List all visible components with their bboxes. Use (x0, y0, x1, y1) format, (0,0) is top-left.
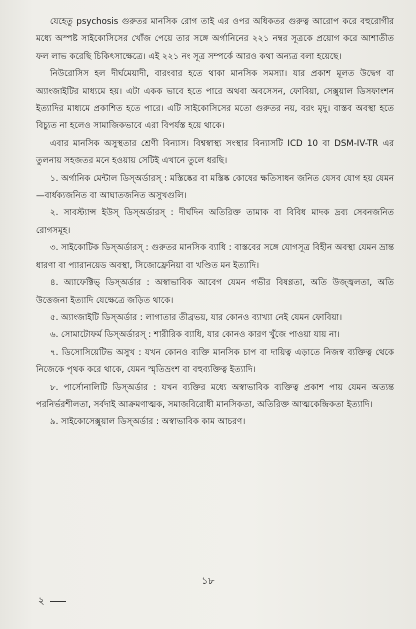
list-item-anxiety: ৫. অ্যাংজাইটি ডিস্অর্ডার : লাগাতার তীব্রভয়, যার কোনও ব্যাখ্যা নেই যেমন ফোবিয়া। (50, 312, 343, 323)
paragraph-classification-intro: এবার মানসিক অসুস্থতার শ্রেণী বিন্যাস। বিশ্বস্বাস্থ্য সংস্থার বিন্যাসটি ICD 10 বা DSM-IV-TR এর তুলনায় সহজতর মনে হওয়ায় সেটিই এখানে তুলে ধরছি। (36, 138, 394, 167)
body-text (36, 14, 394, 432)
paragraph-neurosis: নিউরোসিস হল দীর্ঘমেয়াদী, বারংবার হতে থাকা মানসিক সমস্যা। যার প্রকাশ মূলত উদ্বেগ বা অ্যাংজাইটির মাধ্যমে হয়। এটা একক ভাবে হতে পারে অথবা অবসেসন, ফোবিয়া, সেক্সুয়াল ডিসফাংশন ইত্যাদির মাধ্যমে প্রকাশিত হতে পারে। এটি সাইকোসিসের মতো গুরুতর নয়, বরং মৃদু। বাস্তব অবস্থা হতে বিচ্যুত না হলেও সামাজিকভাবে এরা বিপর্যস্ত হয়ে থাকে। (36, 69, 394, 132)
list-item-somatoform: ৬. সোমাটোফর্ম ডিস্অর্ডারস্ : শারীরিক ব্যাধি, যার কোনও কারণ খুঁজে পাওয়া যায় না। (50, 330, 340, 341)
list-item-affective: ৪. অ্যাফেক্টিভ্ ডিস্অর্ডার : অস্বাভাবিক আবেগ যেমন গভীর বিষণ্ণতা, অতি উজ্জ্বলতা, অতি উত্তেজনা ইত্যাদি যেক্ষেত্রে জড়িত থাকে। (36, 278, 394, 306)
paragraph-psychosis: যেহেতু psychosis গুরুতর মানসিক রোগ তাই এর ওপর অধিকতর গুরুত্ব আরোপ করে বহুরোগীর মধ্যে অস্পষ্ট সাইকোসিসের খোঁজ পেয়ে তার সঙ্গে অর্গানিনের ২২১ নম্বর সূত্রকে প্রয়োগ করে আশাতীত ফল লাভ করেছি চিকিৎসাক্ষেত্রে। এই ২২১ নং সূত্র সম্পর্কে আরও কথা অন্যত্র বলা হয়েছে। (36, 17, 394, 62)
page-number: ১৮ (201, 576, 215, 587)
list-item-organic: ১. অর্গানিক মেন্টাল ডিস্অর্ডারস্ : মস্তিষ্কের বা মস্তিষ্ক কোষের ক্ষতিসাধন জনিত যেসব যোগ হয় যেমন—বার্ধক্যজনিত বা আঘাতজনিত অসুখগুলি। (36, 173, 394, 202)
list-item-dissociative: ৭. ডিসোসিয়েটিভ অসুখ : যখন কোনও ব্যক্তি মানসিক চাপ বা দায়িত্ব এড়াতে নিজস্ব ব্যক্তিত্ব থেকে নিজেকে পৃথক করে থাকে, যেমন স্মৃতিভ্রংশ বা বহুব্যক্তিত্ব ইত্যাদি। (36, 347, 394, 376)
corner-underline (50, 601, 66, 602)
corner-mark: ২ (38, 596, 45, 607)
list-item-psychotic: ৩. সাইকোটিক ডিস্অর্ডারস্ : গুরুতর মানসিক ব্যাধি : বাস্তবের সঙ্গে যোগসূত্র বিহীন অবস্থা যেমন ভ্রান্ত ধারণা বা প্যারানয়েড অবস্থা, সিজোফ্রেনিয়া বা খণ্ডিত মন ইত্যাদি। (36, 243, 394, 271)
list-item-psychosexual: ৯. সাইকোসেক্সুয়াল ডিস্অর্ডার : অস্বাভাবিক কাম আচরণ। (50, 417, 246, 428)
list-item-personality: ৮. পার্সোনালিটি ডিস্অর্ডার : যখন ব্যক্তির মধ্যে অস্বাভাবিক ব্যক্তিত্ব প্রকাশ পায় যেমন অত্যন্ত পরনির্ভরশীলতা, সর্বদাই আক্রমণাত্মক, সমাজবিরোধী মানসিকতা, অতিরিক্ত আত্মকেন্দ্রিকতা ইত্যাদি। (36, 382, 394, 410)
list-item-substance-use: ২. সাবস্ট্যান্স ইউস্ ডিস্অর্ডারস্ : দীর্ঘদিন অতিরিক্ত তামাক বা বিবিধ মাদক দ্রব্য সেবনজনিত রোগসমূহ। (36, 208, 394, 236)
